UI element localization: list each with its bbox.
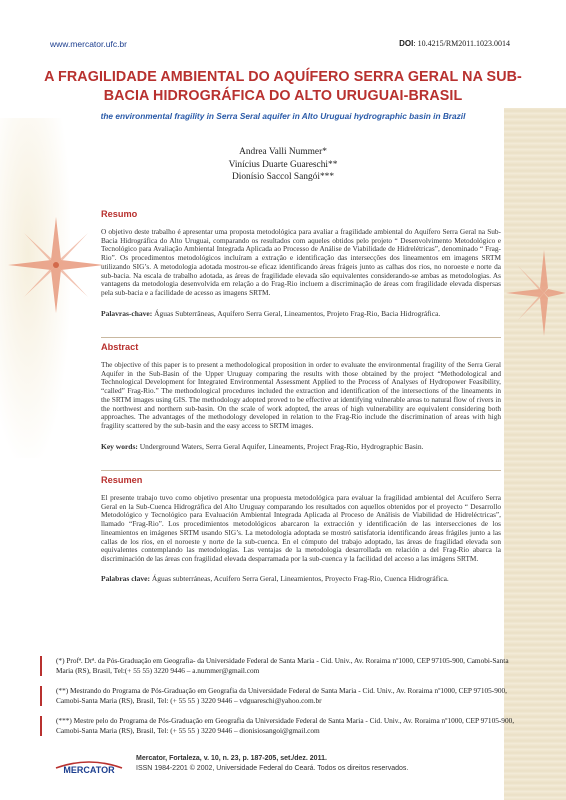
resumo-text: O objetivo deste trabalho é apresentar uma proposta metodológica para avaliar a fragilidade ambiental do Aquífero Serra Geral na Sub-Bacia Hidrográfica do Alto Uruguai, comparando os resultados com aqueles obtidos pelo projeto “ Desenvolvimento Metodológico e Tecnológico para Avaliação Ambiental Integrada Aplicada ao Processo de Análise de Viabilidade de Hidrelétricas”, denominado “ Frag-Rio”. Os procedimentos metodológicos incluíram a extração e identificação das intersecções dos lineamentos em imagens SRTM utilizando SIG’s. A metodologia adotada mostrou-se eficaz identificando áreas frágeis junto as calhas dos rios, no noroeste e norte da sub-bacia. Na escala de trabalho adotada, as áreas de fragilidade elevada são equivalentes considerando-se ambas as metodologias. As vantagens da metodologia desenvolvida em relação a do Frag-Rio incluem a discriminação de áreas com fragilidade elevada dispersas pela sub-bacia e a facilidade de acesso as imagens SRTM. <box>101 227 501 297</box>
journal-url[interactable]: www.mercator.ufc.br <box>50 39 127 49</box>
doi <box>399 39 510 48</box>
divider <box>101 337 501 338</box>
keywords-label: Palabras clave: <box>101 573 150 583</box>
divider <box>101 470 501 471</box>
mercator-logo-icon <box>52 752 126 776</box>
author-note: (**) Mestrando do Programa de Pós-Graduação em Geografia da Universidade Federal de Santa Maria - Cid. Univ., Av. Roraima nº1000, CEP 97105-900, Camobi-Santa Maria (RS), Brasil, Tel: (+ 55 55 ) 3220 9446 – vdguareschi@yahoo.com.br <box>56 686 507 705</box>
resumen-section <box>101 475 501 583</box>
abstract-text: The objective of this paper is to present a methodological proposition in order to evaluate the environmental fragility of the Serra Geral Aquifer in the Sub-Basin of the Upper Uruguay comparing the results with those obtained by the project “Methodological and Technological Development for Integrated Environmental Assessment Applied to the Process of Analyses of Hydropower Feasibility, “called” Frag-Rio.” The methodological procedures included the extraction and identification of the intersections of the lineaments in the SRTM images using GIS. The methodology adopted proved to be effective at identifying vulnerable areas to natural flow of rivers in the northwest and northern sub-basin. On the scale of work adopted, the areas of high vulnerability are equivalent considering both approaches. The advantages of the methodology developed in relation to the Frag-Rio include the discrimination of areas with high fragility scattered by the sub-basin and the easy access to SRTM images. <box>101 360 501 430</box>
author-note: (***) Mestre pelo do Programa de Pós-Graduação em Geografia da Universidade Federal de Santa Maria - Cid. Univ., Av. Roraima nº1000, CEP 97105-900, Camobi-Santa Maria (RS), Brasil, Tel: (+ 55 55 ) 3220 9446 – dionisiosangoi@gmail.com <box>56 716 515 735</box>
note-marker <box>40 686 42 706</box>
resumo-heading: Resumo <box>101 209 138 219</box>
keywords-label: Key words: <box>101 441 138 451</box>
abstract-heading: Abstract <box>101 342 139 352</box>
footer-issn: ISSN 1984-2201 © 2002, Universidade Federal do Ceará. Todos os direitos reservados. <box>136 765 409 772</box>
author: Andrea Valli Nummer* <box>239 147 327 157</box>
author: Dionísio Saccol Sangói*** <box>231 172 335 182</box>
footer-citation: Mercator, Fortaleza, v. 10, n. 23, p. 187-205, set./dez. 2011. <box>136 755 327 762</box>
logo-text: MERCATOR <box>63 765 115 775</box>
resumo-section <box>101 209 501 318</box>
doi-label: DOI <box>399 39 414 48</box>
author-list <box>150 146 416 184</box>
abstract-keywords <box>101 442 501 451</box>
note-marker <box>40 656 42 676</box>
compass-rose-icon-right <box>504 248 566 338</box>
abstract-section <box>101 342 501 451</box>
resumen-text: El presente trabajo tuvo como objetivo presentar una propuesta metodológica para evaluar la fragilidad ambiental del Acuífero Serra Geral en la Sub-Cuenca Hidrográfica del Alto Uruguay comparando los resultados con aquellos obtenidos por el proyecto “ Desarrollo Metodológico y Tecnológico para Evaluación Ambiental Integrada Aplicada al Proceso de Análisis de Viabilidad de Hidreléctricas”, llamado “Frag-Rio”. Los procedimientos metodológicos abarcaron la extracción y identificación de las intersecciones de los lineamientos en imágenes SRTM usando SIG’s. La metodología adoptada se mostró satisfatoria identificando áreas frágiles junto a las callas de los ríos, en el noroeste y norte de la sub-cuenca. En el cómputo del trabajo adoptado, las áreas de fragilidad elevada son equivalentes contemplando las metodologías. Las ventajas de la metodología desarrollada en relación a del Frag-Rio abarca la discriminación de las áreas con fragilidad elevada desparramada por la sub-cuenca y la facilidad del acceso a las imágens SRTM. <box>101 493 501 563</box>
keywords-value: Águas subterráneas, Acuífero Serra Geral, Lineamientos, Proyecto Frag-Rio, Cuenca Hidrográfica. <box>149 573 449 583</box>
article-title: A FRAGILIDADE AMBIENTAL DO AQUÍFERO SERRA GERAL NA SUB-BACIA HIDROGRÁFICA DO ALTO URUGUAI-BRASIL <box>44 69 522 104</box>
keywords-label: Palavras-chave: <box>101 308 153 318</box>
journal-footer <box>136 754 408 774</box>
author-note: (*) Profª. Drª. da Pós-Graduação em Geografia- da Universidade Federal de Santa Maria - Cid. Univ., Av. Roraima nº1000, CEP 97105-900, Camobi-Santa Maria (RS), Brasil, Tel:(+ 55 55) 3220 9446 – a.nummer@gmail.com <box>56 656 509 675</box>
keywords-value: Águas Subterrâneas, Aquífero Serra Geral, Lineamentos, Projeto Frag-Rio, Bacia Hidrográfica. <box>152 308 441 318</box>
resumen-keywords <box>101 574 501 583</box>
keywords-value: Underground Waters, Serra Geral Aquifer, Lineaments, Project Frag-Rio, Hydrographic Basin. <box>137 441 424 451</box>
article-subtitle: the environmental fragility in Serra Seral aquifer in Alto Uruguai hydrographic basin in Brazil <box>100 111 466 121</box>
resumen-heading: Resumen <box>101 475 143 485</box>
author: Vinícius Duarte Guareschi** <box>228 159 338 170</box>
resumo-keywords <box>101 309 501 318</box>
note-marker <box>40 716 42 736</box>
doi-value[interactable]: : 10.4215/RM2011.1023.0014 <box>413 39 510 48</box>
compass-rose-icon-left <box>6 215 106 315</box>
